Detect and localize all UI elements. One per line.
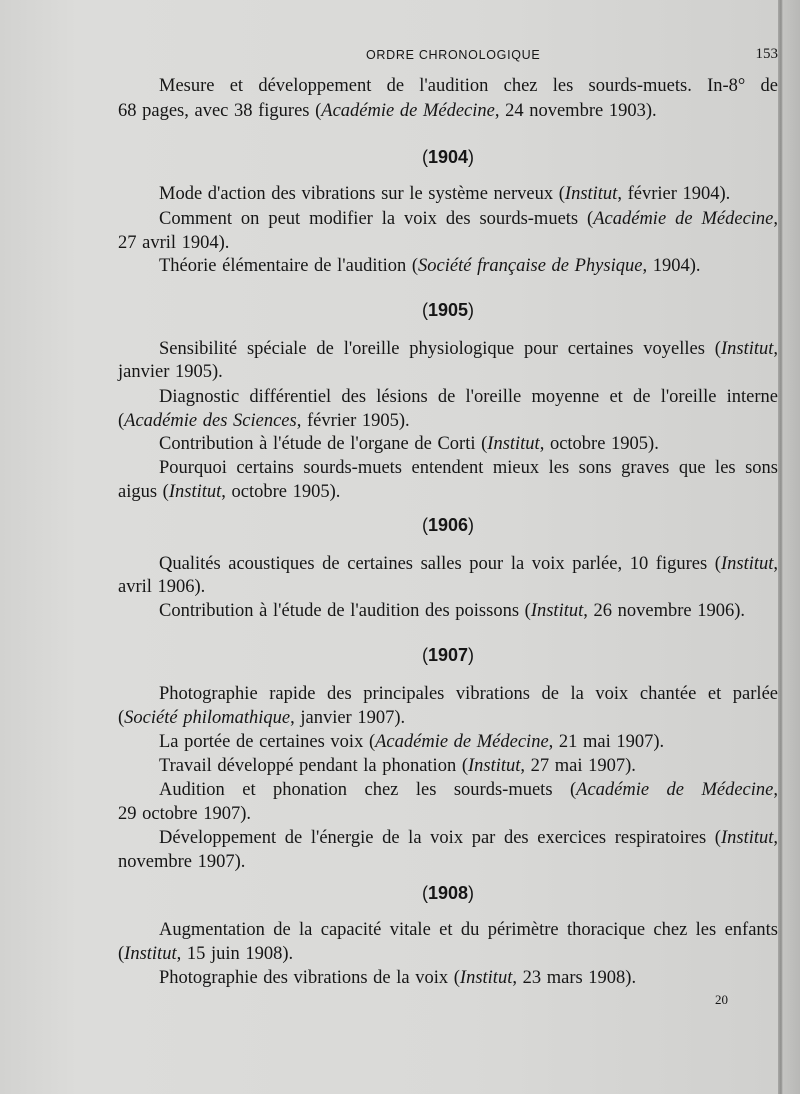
entry-continuation-line: [118, 481, 778, 504]
entry-text: 29 octobre 1907).: [118, 804, 252, 824]
entry-continuation-line: [118, 232, 778, 255]
entry-line: [159, 208, 778, 231]
entry-continuation-line: [118, 851, 778, 874]
entry-line: [159, 827, 778, 850]
entry-text: Audition et phonation chez les sourds-muets (: [159, 780, 577, 800]
entry-text: Travail développé pendant la phonation (: [159, 756, 468, 776]
year-value: 1905: [427, 300, 469, 320]
entry-date: , octobre 1905).: [539, 434, 659, 454]
entry-source: Institut: [467, 756, 521, 776]
entry-date: , 23 mars 1908).: [512, 968, 637, 988]
entry-text: Mode d'action des vibrations sur le système nerveux (: [159, 184, 565, 204]
entry-source: Institut: [487, 434, 540, 454]
entry-line: [159, 553, 778, 576]
entry-text: novembre 1907).: [118, 852, 246, 872]
entry-date: ,: [773, 339, 778, 359]
entry-text: Sensibilité spéciale de l'oreille physiologique pour certaines voyelles (: [159, 339, 721, 359]
entry-text: La portée de certaines voix (: [159, 732, 376, 752]
entry-text: Théorie élémentaire de l'audition (: [159, 256, 419, 276]
year-value: 1906: [427, 515, 469, 535]
entry-text: Diagnostic différentiel des lésions de l'oreille moyenne et de l'oreille interne: [159, 387, 778, 407]
entry-date: , février 1904).: [617, 184, 731, 204]
entry-source: Académie de Médecine: [576, 780, 774, 800]
entry-source: Société philomathique: [124, 708, 291, 728]
year-heading: (1906): [421, 515, 475, 535]
entry-continuation-line: [118, 410, 778, 433]
entry-text: (: [118, 411, 125, 431]
entry-source: Académie de Médecine: [375, 732, 549, 752]
entry-continuation-line: [118, 361, 778, 384]
entry-source: Académie de Médecine: [593, 209, 774, 229]
signature-mark: 20: [715, 992, 728, 1007]
entry-source: Institut: [459, 968, 513, 988]
entry-text: avril 1906).: [118, 577, 206, 597]
entry-line: [159, 967, 778, 990]
entry-text: Photographie rapide des principales vibrations de la voix chantée et parlée: [159, 684, 778, 704]
entry-text: Développement de l'énergie de la voix par des exercices respiratoires (: [159, 828, 721, 848]
entry-line: [159, 338, 778, 361]
entry-date: , 26 novembre 1906).: [583, 601, 745, 621]
entry-source: Institut: [124, 944, 177, 964]
entry-text: Photographie des vibrations de la voix (: [159, 968, 460, 988]
entry-text: Comment on peut modifier la voix des sourds-muets (: [159, 209, 594, 229]
entry-line: [159, 755, 778, 778]
entry-text: Contribution à l'étude de l'audition des poissons (: [159, 601, 531, 621]
entry-continuation-line: [118, 803, 778, 826]
entry-source: Académie des Sciences: [124, 411, 297, 431]
year-value: 1908: [427, 883, 469, 903]
year-value: 1904: [427, 147, 469, 167]
entry-date: , 1904).: [642, 256, 701, 276]
entry-source: Société française de Physique: [418, 256, 643, 276]
page-binding-edge: [778, 0, 800, 1094]
entry-source: Académie de Médecine: [321, 101, 495, 121]
entry-line: [159, 433, 778, 456]
year-heading: (1905): [421, 300, 475, 320]
entry-date: , 21 mai 1907).: [548, 732, 665, 752]
entry-source: Institut: [720, 828, 774, 848]
year-value: 1907: [427, 645, 469, 665]
page-number: 153: [755, 46, 778, 62]
entry-text: Qualités acoustiques de certaines salles pour la voix parlée, 10 figures (: [159, 554, 721, 574]
running-head: [118, 46, 778, 66]
entry-source: Institut: [530, 601, 584, 621]
entry-text: Augmentation de la capacité vitale et du périmètre thoracique chez les enfants: [159, 920, 778, 940]
entry-line: [159, 919, 778, 942]
entry-continuation-line: [118, 576, 778, 599]
entry-text: Contribution à l'étude de l'organe de Corti (: [159, 434, 488, 454]
entry-line: [159, 75, 778, 98]
entry-text: aigus (: [118, 482, 169, 502]
entry-text: (: [118, 944, 125, 964]
entry-line: [159, 779, 778, 802]
running-title: ORDRE CHRONOLOGIQUE: [366, 48, 541, 62]
entry-line: [159, 183, 778, 206]
entry-date: , 27 mai 1907).: [520, 756, 636, 776]
entry-line: [159, 457, 778, 480]
entry-line: [159, 731, 778, 754]
entry-line: [159, 683, 778, 706]
entry-text: 68 pages, avec 38 figures (: [118, 101, 322, 121]
entry-date: , octobre 1905).: [221, 482, 341, 502]
entry-date: ,: [773, 554, 778, 574]
year-heading: (1908): [421, 883, 475, 903]
entry-source: Institut: [168, 482, 222, 502]
entry-date: , janvier 1907).: [290, 708, 406, 728]
entry-continuation-line: [118, 707, 778, 730]
entry-date: ,: [773, 780, 778, 800]
entry-date: ,: [773, 828, 778, 848]
entry-text: (: [118, 708, 125, 728]
entry-continuation-line: [118, 100, 778, 123]
entry-text: Pourquoi certains sourds-muets entendent mieux les sons graves que les sons: [159, 458, 778, 478]
entry-source: Institut: [564, 184, 618, 204]
entry-date: , février 1905).: [296, 411, 410, 431]
entry-source: Institut: [720, 339, 774, 359]
entry-line: [159, 386, 778, 409]
entry-text: janvier 1905).: [118, 362, 223, 382]
entry-text: Mesure et développement de l'audition chez les sourds-muets. In-8° de: [159, 76, 778, 96]
entry-line: [159, 600, 778, 623]
year-heading: (1907): [421, 645, 475, 665]
entry-line: [159, 255, 778, 278]
entry-date: , 24 novembre 1903).: [494, 101, 657, 121]
year-heading: (1904): [421, 147, 475, 167]
entry-date: ,: [773, 209, 778, 229]
entry-source: Institut: [720, 554, 774, 574]
entry-text: 27 avril 1904).: [118, 233, 230, 253]
entry-continuation-line: [118, 943, 778, 966]
entry-date: , 15 juin 1908).: [176, 944, 294, 964]
